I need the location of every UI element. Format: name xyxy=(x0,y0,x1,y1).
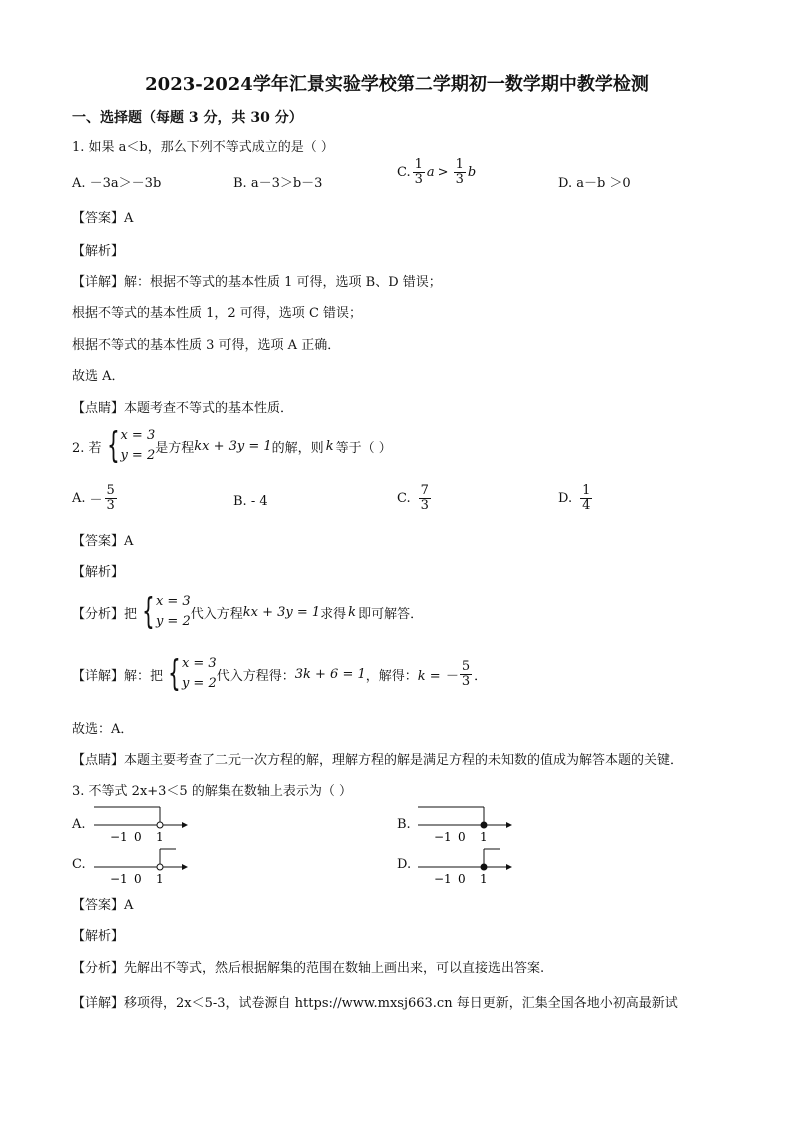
q3-stem: 3. 不等式 2x+3＜5 的解集在数轴上表示为（ ） xyxy=(72,784,352,799)
q2-choose: 故选：A． xyxy=(72,722,134,737)
q1-option-c-label: C. xyxy=(397,164,411,180)
q2-option-d: D. $\frac{1}{4}$ xyxy=(558,483,591,513)
q1-detail-line1: 【详解】解：根据不等式的基本性质 1 可得，选项 B、D 错误； xyxy=(72,275,442,290)
tick-label: 0 xyxy=(134,872,142,885)
q1-detail-line3: 根据不等式的基本性质 3 可得，选项 A 正确． xyxy=(72,338,341,353)
q1-c-fraction-1: $\frac{1}{3}$ xyxy=(414,157,423,187)
tick-label: −1 xyxy=(110,872,128,885)
q3-option-d-label: D. xyxy=(397,857,412,872)
q3-analysis: 【解析】 xyxy=(72,929,125,944)
q3-number-line-c xyxy=(90,845,190,885)
q1-stem: 1. 如果 a＜b，那么下列不等式成立的是（ ） xyxy=(72,140,334,155)
q2-option-b: B. - 4 xyxy=(233,494,268,509)
tick-label: 0 xyxy=(458,872,466,885)
q3-detail: 【详解】移项得，2x＜5-3，试卷源自 https://www.mxsj663.cn 每日更新，汇集全国各地小初高最新试 xyxy=(72,996,678,1011)
q3-option-a-label: A. xyxy=(72,817,86,832)
q3-option-c-label: C. xyxy=(72,857,86,872)
tick-label: 0 xyxy=(134,830,142,843)
q3-answer: 【答案】A xyxy=(72,898,134,913)
tick-label: −1 xyxy=(110,830,128,843)
tick-label: 1 xyxy=(156,872,164,885)
q2-fenxi: 【分析】 把 { x = 3 y = 2 代入方程 kx + 3y = 1 求得 k 即可解答． xyxy=(72,591,424,632)
tick-label: 1 xyxy=(480,872,488,885)
q3-number-line-d xyxy=(414,845,514,885)
section-heading: 一、选择题（每题 3 分，共 30 分） xyxy=(72,110,303,126)
q1-comment: 【点睛】本题考查不等式的基本性质． xyxy=(72,401,294,416)
tick-label: 0 xyxy=(458,830,466,843)
q1-choose: 故选 A． xyxy=(72,369,125,384)
q1-option-b: B. a－3＞b－3 xyxy=(233,176,323,191)
q2-stem: 2. 若 { x = 3 y = 2 是方程 kx + 3y = 1 的解，则 k 等于（ ） xyxy=(72,425,392,466)
q3-number-line-b xyxy=(414,803,514,843)
q2-equation-system: { x = 3 y = 2 xyxy=(106,425,156,466)
q2-option-c: C. $\frac{7}{3}$ xyxy=(397,483,429,513)
tick-label: 1 xyxy=(480,830,488,843)
q1-c-fraction-2: $\frac{1}{3}$ xyxy=(455,157,464,187)
q1-option-d: D. a－b ＞0 xyxy=(558,176,631,191)
tick-label: −1 xyxy=(434,830,452,843)
q2-answer: 【答案】A xyxy=(72,534,134,549)
q2-comment: 【点睛】本题主要考查了二元一次方程的解，理解方程的解是满足方程的未知数的值成为解答本题的关键． xyxy=(72,753,684,768)
q2-analysis: 【解析】 xyxy=(72,565,125,580)
q1-detail-line2: 根据不等式的基本性质 1，2 可得，选项 C 错误； xyxy=(72,306,363,321)
q3-fenxi: 【分析】先解出不等式，然后根据解集的范围在数轴上画出来，可以直接选出答案. xyxy=(72,961,545,976)
q1-option-a: A. －3a＞－3b xyxy=(72,176,162,191)
q3-option-b-label: B. xyxy=(397,817,411,832)
q1-analysis: 【解析】 xyxy=(72,244,125,259)
q2-detail: 【详解】 解：把 { x = 3 y = 2 代入方程得： 3k + 6 = 1 ，解得： k = － $\frac{5}{3}$ ． xyxy=(72,653,488,694)
tick-label: −1 xyxy=(434,872,452,885)
page-title: 2023-2024学年汇景实验学校第二学期初一数学期中教学检测 xyxy=(145,74,649,95)
q1-option-c: C. $\frac{1}{3}$ a > $\frac{1}{3}$ b xyxy=(397,157,477,187)
q2-option-a: A. － $\frac{5}{3}$ xyxy=(72,483,115,513)
q3-number-line-a xyxy=(90,803,190,843)
tick-label: 1 xyxy=(156,830,164,843)
q1-answer: 【答案】A xyxy=(72,211,134,226)
